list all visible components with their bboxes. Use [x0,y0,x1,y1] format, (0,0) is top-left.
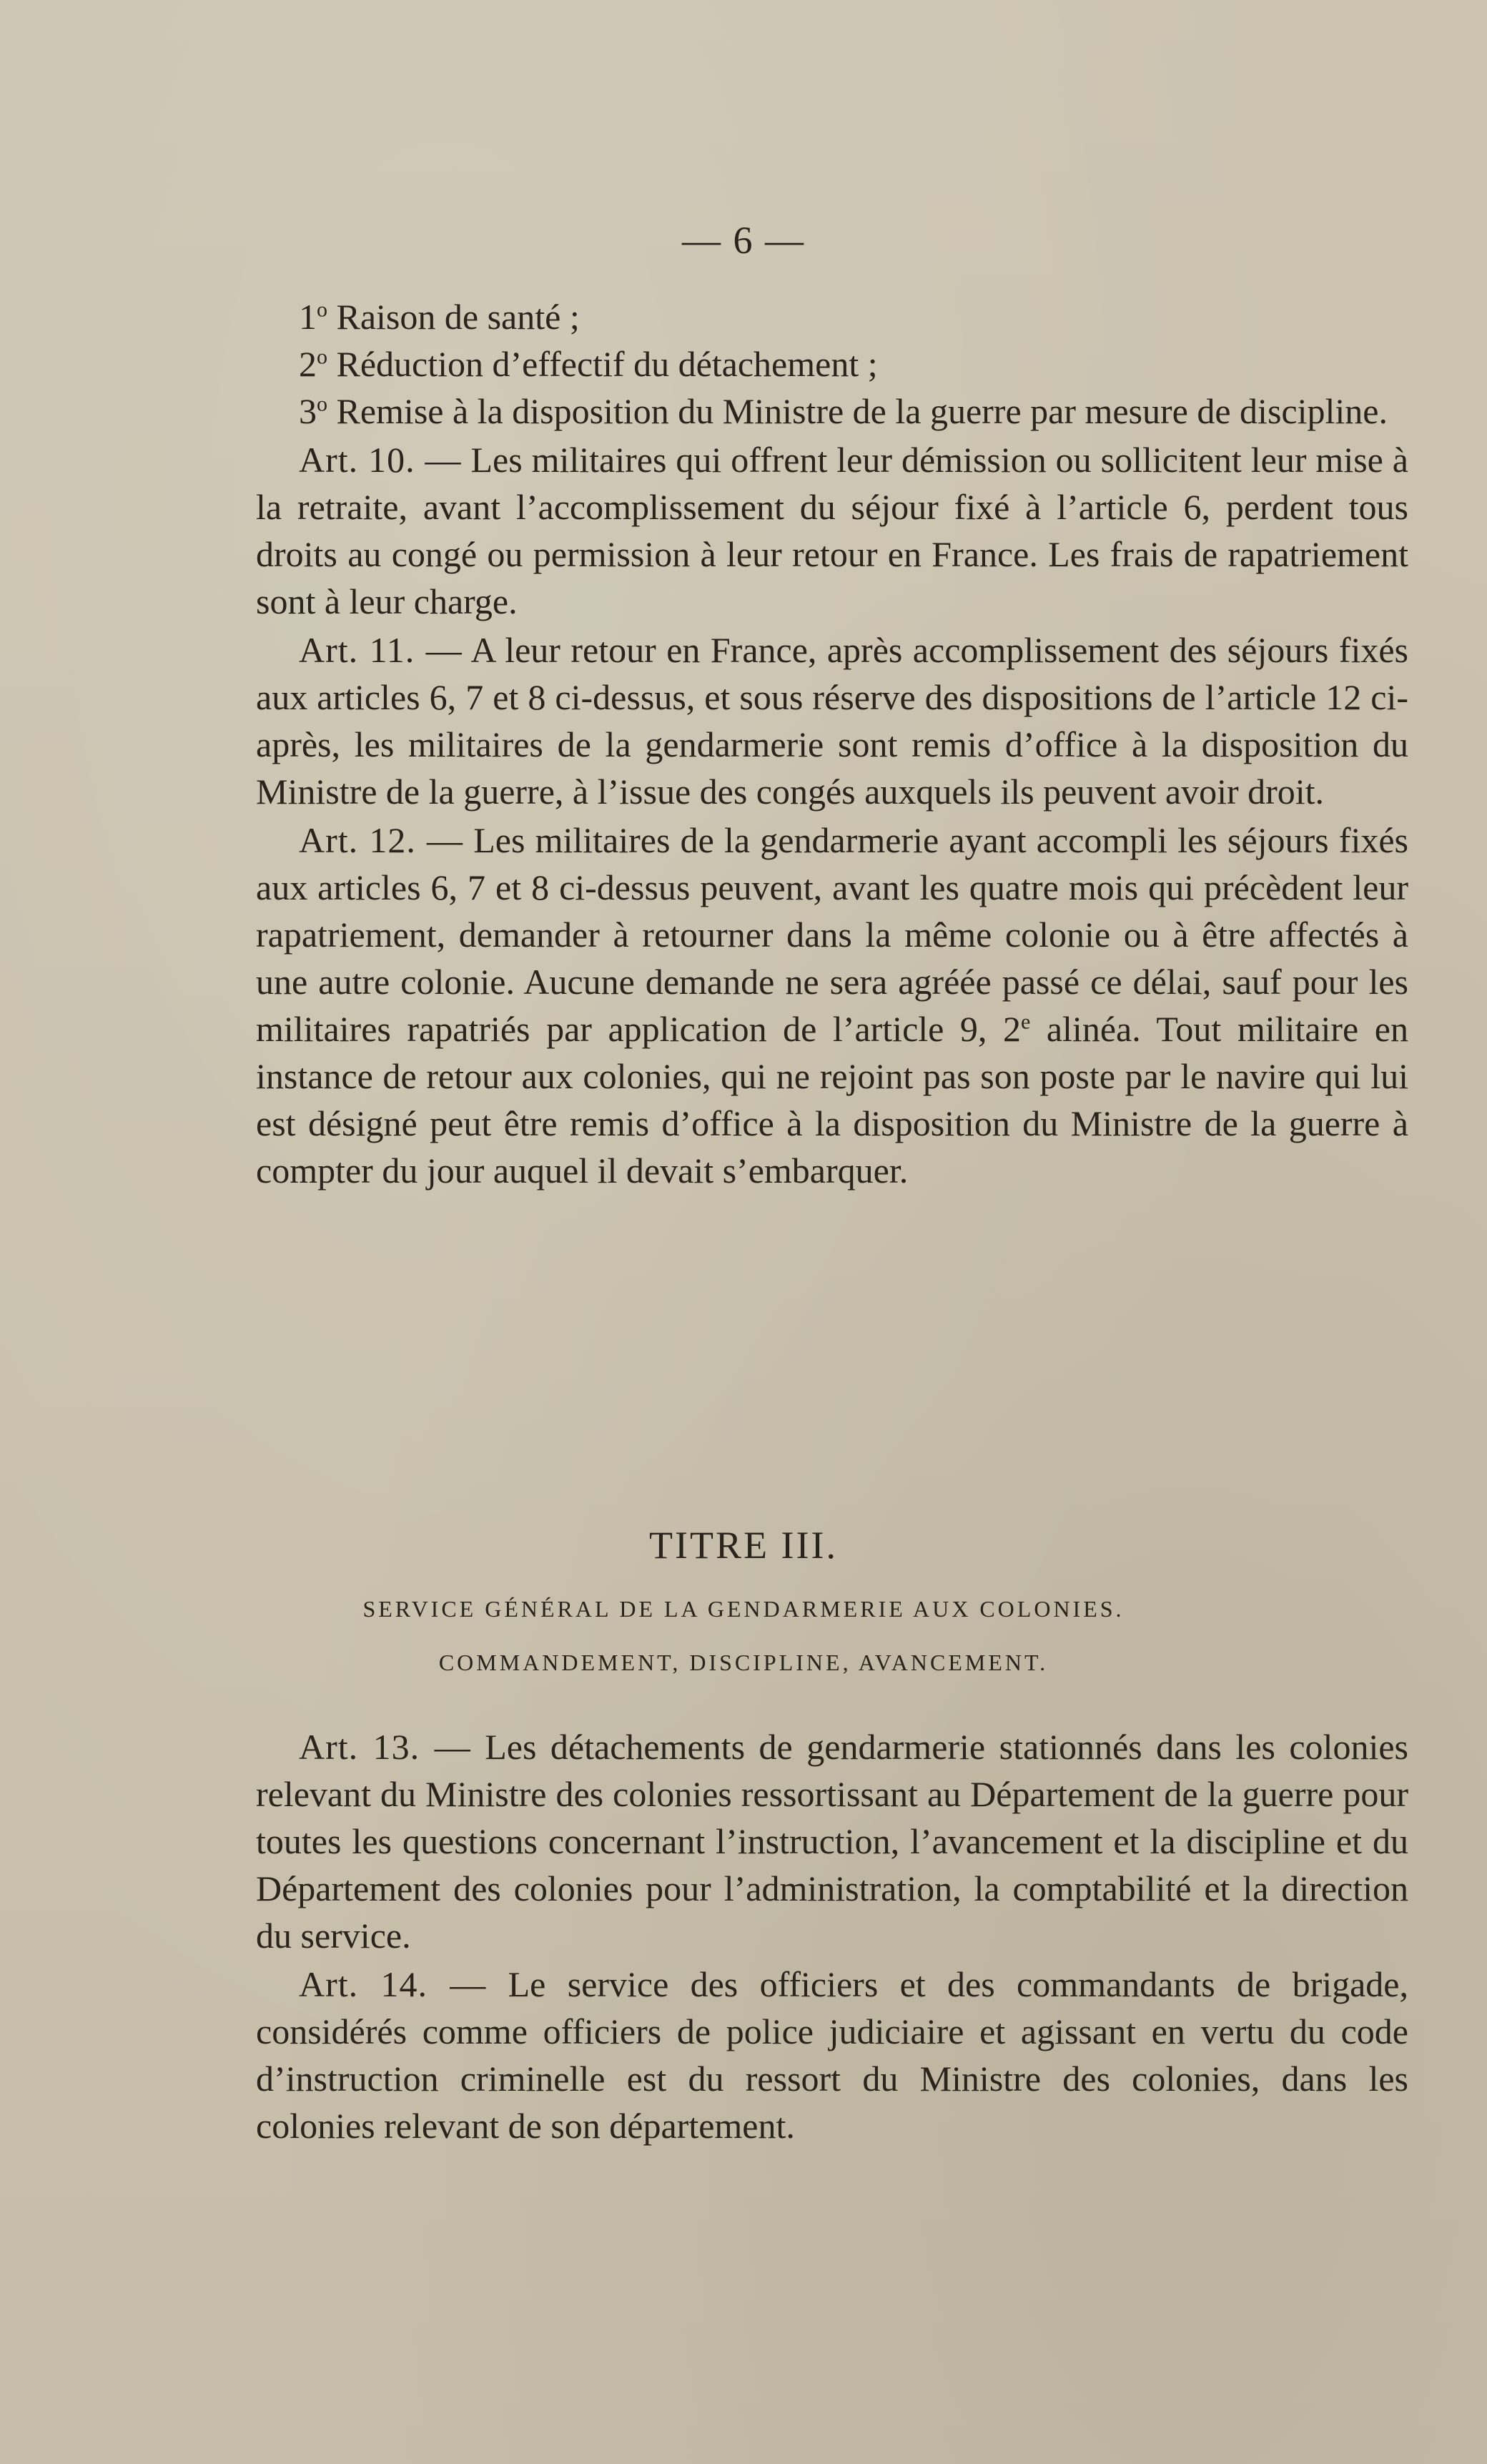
page-number: — 6 — [682,219,805,262]
item-number: 2 [299,344,317,384]
item-text: Remise à la disposition du Ministre de la guerre par mesure de discipline. [327,391,1388,431]
article-label: Art. 12. — [299,820,464,860]
article-label: Art. 14. — [299,1964,487,2004]
item-number: 3 [299,391,317,431]
article-label: Art. 11. — [299,630,463,670]
item-number: 1 [299,297,317,337]
article-12 [256,817,1408,1194]
list-item-1 [256,293,1408,340]
article-label: Art. 13. — [299,1727,471,1767]
text-block-lower [256,1723,1408,2149]
article-11 [256,626,1408,815]
article-14 [256,1961,1408,2149]
article-text-cont: alinéa. Tout militaire en instance de retour aux colonies, qui ne rejoint pas son poste par le navire qui lui est désigné peut être remis d’office à la disposition du Ministre de la guerre à compter du jour auquel il devait s’embarquer. [256,1009,1408,1191]
item-text: Raison de santé ; [327,297,580,337]
section-subtitle-2: COMMANDEMENT, DISCIPLINE, AVANCEMENT. [438,1650,1049,1675]
article-13 [256,1723,1408,1959]
article-label: Art. 10. — [299,440,462,480]
text-block-upper [256,293,1408,1194]
section-title: TITRE III. [649,1524,838,1567]
item-number-sup: o [317,345,327,369]
article-text: A leur retour en France, après accomplissement des séjours fixés aux articles 6, 7 et 8 ci-dessus, et sous réserve des dispositions de l’article 12 ci-après, les militaires de la gendarmerie sont remis d’office à la disposition du Ministre de la guerre, à l’issue des congés auxquels ils peuvent avoir droit. [256,630,1408,812]
item-number-sup: o [317,392,327,416]
article-10 [256,436,1408,625]
section-subtitle-1: SERVICE GÉNÉRAL DE LA GENDARMERIE AUX COLONIES. [362,1596,1125,1622]
article-text: Le service des officiers et des commandants de brigade, considérés comme officiers de police judiciaire et agissant en vertu du code d’instruction criminelle est du ressort du Ministre des colonies, dans les colonies relevant de son département. [256,1964,1408,2146]
article-text: Les militaires de la gendarmerie ayant accompli les séjours fixés aux articles 6, 7 et 8 ci-dessus peuvent, avant les quatre mois qui précèdent leur rapatriement, demander à retourner dans la même colonie ou à être affectés à une autre colonie. Aucune demande ne sera agréée passé ce délai, sauf pour les militaires rapatriés par application de l’article 9, 2 [256,820,1408,1049]
list-item-3 [256,388,1408,435]
article-text: Les détachements de gendarmerie stationnés dans les colonies relevant du Ministre des colonies ressortissant au Département de la guerre pour toutes les questions concernant l’instruction, l’avancement et la discipline et du Département des colonies pour l’administration, la comptabilité et la direction du service. [256,1727,1408,1956]
article-text-sup: e [1020,1010,1031,1034]
item-number-sup: o [317,297,327,322]
item-text: Réduction d’effectif du détachement ; [327,344,878,384]
list-item-2 [256,340,1408,388]
article-text: Les militaires qui offrent leur démission ou sollicitent leur mise à la retraite, avant l’accomplissement du séjour fixé à l’article 6, perdent tous droits au congé ou permission à leur retour en France. Les frais de rapatriement sont à leur charge. [256,440,1408,621]
